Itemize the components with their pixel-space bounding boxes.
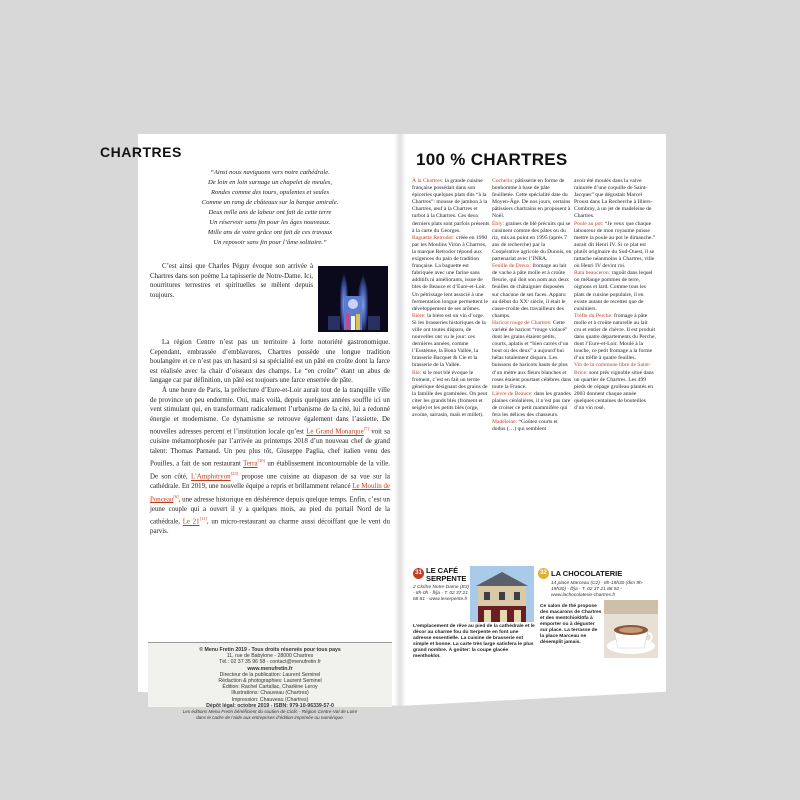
glossary-entry <box>492 178 572 221</box>
glossary-term: À la Chartres: <box>412 178 444 184</box>
paragraph-2: La région Centre n’est pas un territoire à forte notoriété gastronomique. Cependant, embrassée d’emblavures, Chartres possède une longue tradition boulangère et ce n’est pas un hasard si sa spécialité est un pâté en croûte dont la farce est réalisée avec la chair d’oiseaux des champs. Le “en croûte” étant un abus de langage car par définition, un pâté est toujours une farce enserrée de pâte. <box>150 339 390 385</box>
glossary-definition: créée en 1990 par les Moulins Viron à Chartres, la marque Retrodor répond aux exigences du pain de tradition française. La baguette est fabriquée avec une farine sans additifs ni améliorants, issue de blés de Beauce et d’Eure-et-Loir. Un pétrissage lent associé à une fermentation longue permettent le développement de ses arômes. <box>412 234 488 312</box>
glossary-definition: sont prés vignoble situé dans un quartier de Chartres. Les 499 pieds de cépage grolleau plantés en 2003 donnent chaque année quelques centaines de bouteilles d’un vin rosé. <box>574 369 654 411</box>
link-amphitryon[interactable]: L’Amphitryon <box>191 473 231 481</box>
paragraph-3-a: À une heure de Paris, la préfecture d’Eure-et-Loir aurait tout de la tranquille ville de province un peu endormie. Oui, mais voilà, depuis quelques années souffle ici un vent stimulant qui, en transformant radicalement l’urbanisme de la cité, lui a redonné énergie et modernisme. Ce dynamisme se retrouve également dans l’assiette. De nouvelles adresses percent et l’institution locale qu’est <box>150 386 390 436</box>
glossary-term: Trèfle du Perche: <box>574 312 613 319</box>
glossary-entry <box>574 362 656 412</box>
credits-contact: Tél.: 02 37 35 96 58 - contact@menufretin.fr <box>219 659 321 666</box>
address-info-serpente: 2 Cloître Notre-Dame (B3) - 8h-0h - fl/ja - T. 02 37 21 68 81 - www.leserpente.fr <box>413 585 469 602</box>
poem-line: De loin en loin surnage un chapelet de meules, <box>208 179 332 186</box>
address-number-badge: 32 <box>538 568 549 579</box>
main-text <box>150 338 390 537</box>
poem-quote <box>150 168 390 248</box>
credits-support-1: Les éditions Menu Fretin bénéficient du soutien de Ciclic - Région Centre-Val de Loire <box>182 709 358 715</box>
address-desc-chocolaterie: Ce salon de thé propose des macarons de Chartres et des mentchioklöfa à emporter ou à déguster sur place. La terrasse de la place Marceau ne désemplit jamais. <box>540 604 602 645</box>
poem-line: Rondes comme des tours, opulentes et seules <box>210 189 330 196</box>
credits-director: Directeur de la publication: Laurent Seminel <box>219 671 321 678</box>
glossary-term: Madéleine: <box>492 419 518 426</box>
credits-edition: Édition: Rachel Cartallac, Charlène Leroy <box>222 684 318 691</box>
glossary-definition: “Goûtez courts et dodus (…) qui semblent <box>492 419 558 433</box>
intro-paragraph <box>150 262 313 300</box>
glossary-term: Vin de la commune libre de Saint-Brice: <box>574 362 651 376</box>
glossary-definition: fromage au lait de vache à pâte molle et à croûte fleurie, qui doit son nom aux deux feuilles de châtaignier disposées sur chacune de ses faces. Apparu au début du XXᵉ siècle, il était le casse-croûte des travailleurs des champs. <box>492 263 569 319</box>
glossary-entry <box>492 419 572 433</box>
address-info-chocolaterie: 14 place Marceau (C2) - 8h-19h30 (dim 9h-19h30) - fl/ja - T. 02 37 21 86 92 - www.lachocolaterie-chartres.fr <box>551 581 644 598</box>
glossary-definition: avoir été moulés dans la valve rainurée d’une coquille de Saint-Jacques” que dégustait Marcel Proust dans La Recherche à Illiers-Combray, à un jet de madeleine de Chartres. <box>574 178 653 220</box>
link-le-21[interactable]: Le 21 <box>182 518 200 526</box>
intro-text: C’est ainsi que Charles Péguy évoque son arrivée à Chartres dans son poème La tapisserie de Notre-Dame. Ici, nourritures terrestres et spirituelles se mêlent depuis toujours. <box>150 263 313 299</box>
glossary-entry <box>412 313 490 370</box>
glossary-term: Cochelin: <box>492 178 514 184</box>
credits-website: www.menufretin.fr <box>247 665 293 672</box>
poem-line: Un réservoir sans fin pour les âges nouveaux. <box>209 219 331 226</box>
credits-printing: Impression: Chauveau (Chartres) <box>231 696 309 703</box>
address-title-line: LE CAFÉ <box>426 566 459 575</box>
poem-line: “Ainsi nous naviguons vers notre cathédrale. <box>210 169 330 176</box>
glossary-definition: si le mot blé évoque le froment, c’est en fait un terme générique désignant des grains de la famille des graminées. On peut citer les grands blés (froment et seigle) et les petits blés (orge, avoine, sarrasin, maïs et millet). <box>412 369 488 419</box>
glossary-term: Rata beauceron: <box>574 270 611 277</box>
paragraph-3-f: , un micro-restaurant au charme aussi décoiffant que le vent du parvis. <box>150 518 390 536</box>
glossary-definition: pâtisserie en forme de bonhomme à base de pâte feuilletée. Cette spécialité date du Moyen-Âge. De nos jours, certains pâtissiers chartrains en proposent à Noël. <box>492 178 571 220</box>
glossary-entry <box>574 270 656 313</box>
glossary-entry <box>492 320 572 391</box>
chocolate-cup-photo <box>604 600 658 658</box>
paragraph-3-b: voit sa cuisine métamorphosée par l’arrivée au printemps 2018 d’un nouveau chef de grand talent: Thomas Parnaud. Un peu plus tôt, Giuseppe Paglia, chef italien venu des Pouilles, a fait de son restaurant <box>150 428 390 468</box>
glossary-term: Blé: <box>412 369 422 376</box>
credits-box <box>148 642 392 721</box>
glossary-definition: la bière est un vin d’orge. Si les brasseries historiques de la ville ont toutes disparu, de nouvelles ont vu le jour: ces dernières années, comme l’Eustènne, la Bona Vallée, la brasserie Bacquet & Cie et la brasserie de la Vallée. <box>412 312 486 369</box>
paragraph-3-e: , une adresse historique en déshérence depuis quelque temps. Enfin, c’est un jeune couple qui a ouvert il y a quelques mois, au pied du portail Nord de la cathédrale, <box>150 496 390 526</box>
paragraph-3-d: propose une cuisine au diapason de sa vue sur la cathédrale. En 2019, une nouvelle équipe a repris et brillamment relancé <box>150 473 390 491</box>
ref-number: [6] <box>173 493 179 499</box>
poem-line: Mille ans de votre grâce ont fait de ces travaux <box>207 229 333 236</box>
link-grand-monarque[interactable]: Le Grand Monarque <box>306 428 364 436</box>
glossary-entry <box>412 178 490 235</box>
serpente-photo <box>470 566 534 622</box>
glossary-term: Ébly: <box>492 220 505 227</box>
glossary-definition: la grande cuisine française possédait dans son épiceries quelques plats dits “à la Chartres”: mousse de jambon à la Chartres, œuf à la Chartres et turbot à la Chartres. Ces deux derniers plats sont parfois présents à la carte du Georges. <box>412 178 490 234</box>
address-title-serpente <box>426 567 466 583</box>
glossary-entry <box>412 235 490 313</box>
glossary-term: Haricot rouge de Chartres: <box>492 319 552 326</box>
cathedral-photo <box>318 266 388 332</box>
glossary-definition: Cette variété de haricot “rouge violacé” dont les grains étaient petits, courts, aplatis et “bien carrés d’un bout ou des deux” a aujourd’hui hélas totalement disparu. Les buissons de haricots hauts de plus d’un mètre aux fleurs blanches et roses étaient pourtant célèbres dans toute la France. <box>492 319 572 390</box>
poem-line: Un reposoir sans fin pour l’âme solitaire.” <box>213 239 327 246</box>
glossary-term: Feuille de Dreux: <box>492 263 532 270</box>
credits-support-2: dans le cadre de l’aide aux entreprises d’édition imprimée ou numérique. <box>196 715 344 721</box>
address-number-badge: 31 <box>413 568 424 579</box>
right-page-title: 100 % CHARTRES <box>416 150 568 169</box>
left-page-title: CHARTRES <box>100 144 182 160</box>
credits-copyright: © Menu Fretin 2019 - Tous droits réservés pour tous pays <box>199 647 341 653</box>
glossary-entry <box>412 370 490 420</box>
link-terra[interactable]: Terra <box>243 460 258 468</box>
glossary-entry <box>492 391 572 419</box>
glossary-column-1 <box>412 178 490 419</box>
glossary-entry <box>492 221 572 264</box>
glossary-term: Bière: <box>412 312 426 319</box>
glossary-definition: dans les grandes plaines céréalières, il n’est pas rare de croiser ce petit mammifère qui fera les délices des chasseurs. <box>492 390 571 419</box>
glossary-column-2 <box>492 178 572 433</box>
glossary-entry <box>574 313 656 363</box>
glossary-column-3 <box>574 178 656 412</box>
glossary-entry <box>574 221 656 271</box>
glossary-definition: “Je veux que chaque laboureur de mon royaume puisse mettre la poule au pot le dimanche.” aurait dit Henri IV. Si ce plat est plutôt originaire du Sud-Ouest, il se rattache néanmoins à Chartres, ville où Henri IV devint roi. <box>574 220 656 270</box>
address-title-chocolaterie: LA CHOCOLATERIE <box>551 569 623 578</box>
ref-number: [10] <box>257 458 266 464</box>
glossary-term: Lièvre de Beauce: <box>492 390 533 397</box>
credits-legal: Dépôt légal: octobre 2019 - ISBN: 979-10-96339-57-0 <box>206 702 334 709</box>
link-moulin-ponceau[interactable]: Le Moulin de Ponceau <box>150 483 390 504</box>
paragraph-3-c: un établissement incontournable de la ville. De son côté, <box>150 460 390 481</box>
credits-address: 11, rue de Babylone - 28000 Chartres <box>226 653 314 660</box>
ref-number: [7] <box>363 426 369 432</box>
address-desc-serpente: L’emplacement de rêve au pied de la cathédrale et le décor au charme fou du Serpente en font une adresse essentielle. La cuisine de brasserie est simple et bonne. La carte très large satisfera le plus grand nombre. À goûter: la coupe glacée menthokloï. <box>413 624 535 659</box>
glossary-term: Poule au pot: <box>574 220 604 227</box>
ref-number: [23] <box>230 471 239 477</box>
glossary-definition: ragoût dans lequel on mélange pommes de terre, oignons et lard. Comme tous les plats de cuisine populaire, il en existe autant de recettes que de cuisiniers. <box>574 270 653 312</box>
address-title-line: SERPENTE <box>426 574 467 583</box>
glossary-entry <box>574 178 656 221</box>
ref-number: [11] <box>199 516 207 522</box>
glossary-entry <box>492 263 572 320</box>
glossary-term: Baguette Retrodor: <box>412 234 455 241</box>
glossary-definition: graines de blé précuits qui se cuisinent comme des pâtes ou du riz, mis au point en 1995 (après 7 ans de recherche) par la Coopérative agricole du Dunois, en partenariat avec l’INRA. <box>492 220 572 263</box>
credits-illustrations: Illustrations: Chauveau (Chartres) <box>231 690 309 697</box>
poem-line: Comme un rang de châteaux sur la barque amirale. <box>201 199 339 206</box>
credits-writing: Rédaction & photographies: Laurent Seminel <box>218 678 322 685</box>
poem-line: Deux mille ans de labeur ont fait de cette terre <box>208 209 332 216</box>
glossary-definition: fromage à pâte molle et à croûte naturelle au lait cru et entier de chèvre. Il est produit dans quatre départements du Perche, dont l’Eure-et-Loir. Moulé à la louche, ce petit fromage a la forme d’un trèfle à quatre feuilles. <box>574 312 656 362</box>
